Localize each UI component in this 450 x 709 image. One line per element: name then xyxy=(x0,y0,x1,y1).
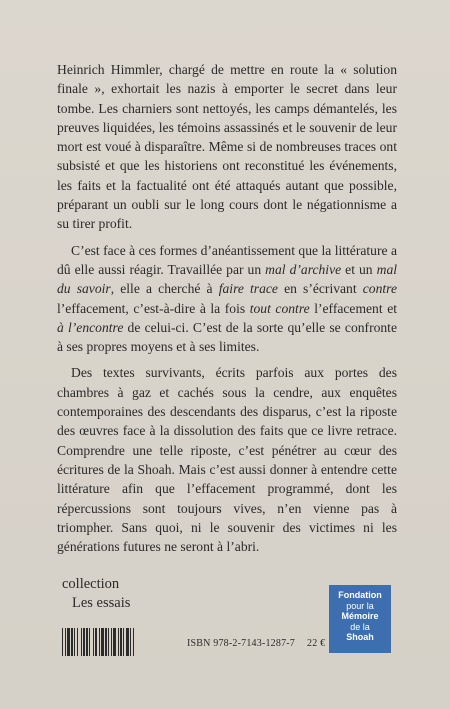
isbn-price-line xyxy=(187,638,325,649)
logo-line-3: Mémoire xyxy=(341,611,379,621)
collection-word: collection xyxy=(62,576,120,592)
barcode-stripe xyxy=(133,628,134,656)
logo-line-5: Shoah xyxy=(346,632,374,642)
blurb-paragraph-2: C’est face à ces formes d’anéantissement que la littérature a dû elle aussi réagir. Travaillée par un mal d’archive et un mal du savoir, elle a cherché à faire trace en s’écrivant contre l’effacement, c’est-à-dire à la fois tout contre l’effacement et à l’encontre de celui-ci. C’est de la sorte qu’elle se confronte à ses propres moyens et à ses limites. xyxy=(57,242,398,355)
publisher-logo xyxy=(329,585,391,653)
logo-line-4: de la xyxy=(350,621,370,632)
barcode-icon xyxy=(62,628,177,656)
logo-line-1: Fondation xyxy=(338,590,382,600)
logo-line-2: pour la xyxy=(346,600,374,611)
collection-label xyxy=(62,575,130,613)
price: 22 € xyxy=(307,638,326,649)
blurb-paragraph-1: Heinrich Himmler, chargé de mettre en route la « solution finale », exhortait les nazis à emporter le secret dans leur tombe. Les charniers sont nettoyés, les camps démantelés, les preuves liquidées, les témoins assassinés et le souvenir de leur mort est voué à disparaître. Même si de nombreuses traces ont subsisté et que les historiens ont reconstitué les événements, les faits et la factualité ont été attaqués autant que possible, préparant un oubli sur le long cours dont le négationnisme a su tirer profit. xyxy=(57,62,397,232)
collection-series: Les essais xyxy=(72,595,131,611)
blurb-text xyxy=(57,60,397,563)
blurb-paragraph-3: Des textes survivants, écrits parfois aux portes des chambres à gaz et cachés sous la cendre, aux enquêtes contemporaines des descendants des disparus, c’est la riposte des œuvres face à la dissolution des faits que ce livre retrace. Comprendre une telle riposte, c’est pénétrer au cœur des écritures de la Shoah. Mais c’est aussi donner à entendre cette littérature afin que l’effacement programmé, dont les répercussions sont toujours vives, n’en vienne pas à triompher. Sans quoi, ni le souvenir des victimes ni les générations futures ne seront à l’abri. xyxy=(57,365,397,555)
isbn-number: ISBN 978-2-7143-1287-7 xyxy=(187,638,296,649)
